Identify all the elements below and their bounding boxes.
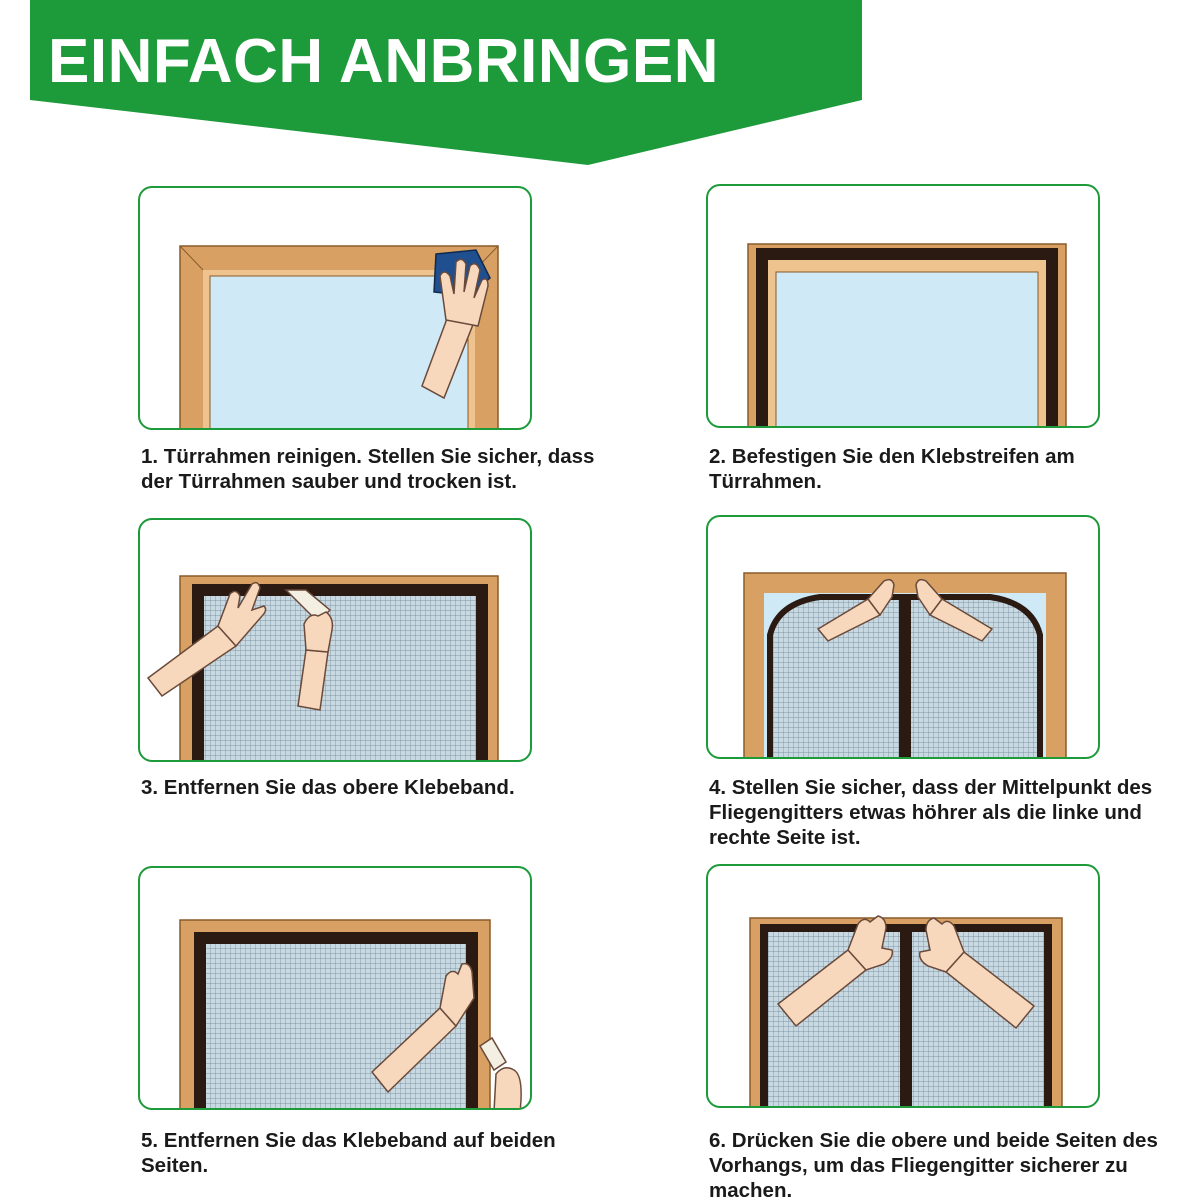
step-2-illustration [706, 184, 1100, 428]
step-4-caption: 4. Stellen Sie sicher, dass der Mittelpunkt des Fliegengitters etwas höhrer als die linke und rechte Seite ist. [709, 776, 1153, 849]
header-banner [0, 0, 870, 170]
step-4-illustration [706, 515, 1100, 759]
step-1-caption: 1. Türrahmen reinigen. Stellen Sie sicher, dass der Türrahmen sauber und trocken ist. [141, 445, 595, 493]
step-6-caption: 6. Drücken Sie die obere und beide Seiten des Vorhangs, um das Fliegengitter sicherer zu machen. [709, 1129, 1158, 1202]
step-3-illustration [138, 518, 532, 762]
step-3-caption: 3. Entfernen Sie das obere Klebeband. [141, 776, 515, 799]
step-5-caption: 5. Entfernen Sie das Klebeband auf beiden Seiten. [141, 1129, 556, 1177]
step-2-caption: 2. Befestigen Sie den Klebstreifen am Türrahmen. [709, 445, 1075, 493]
step-1-illustration [138, 186, 532, 430]
step-6-illustration [706, 864, 1100, 1108]
step-5-illustration [138, 866, 532, 1110]
page-title: EINFACH ANBRINGEN [48, 27, 720, 96]
